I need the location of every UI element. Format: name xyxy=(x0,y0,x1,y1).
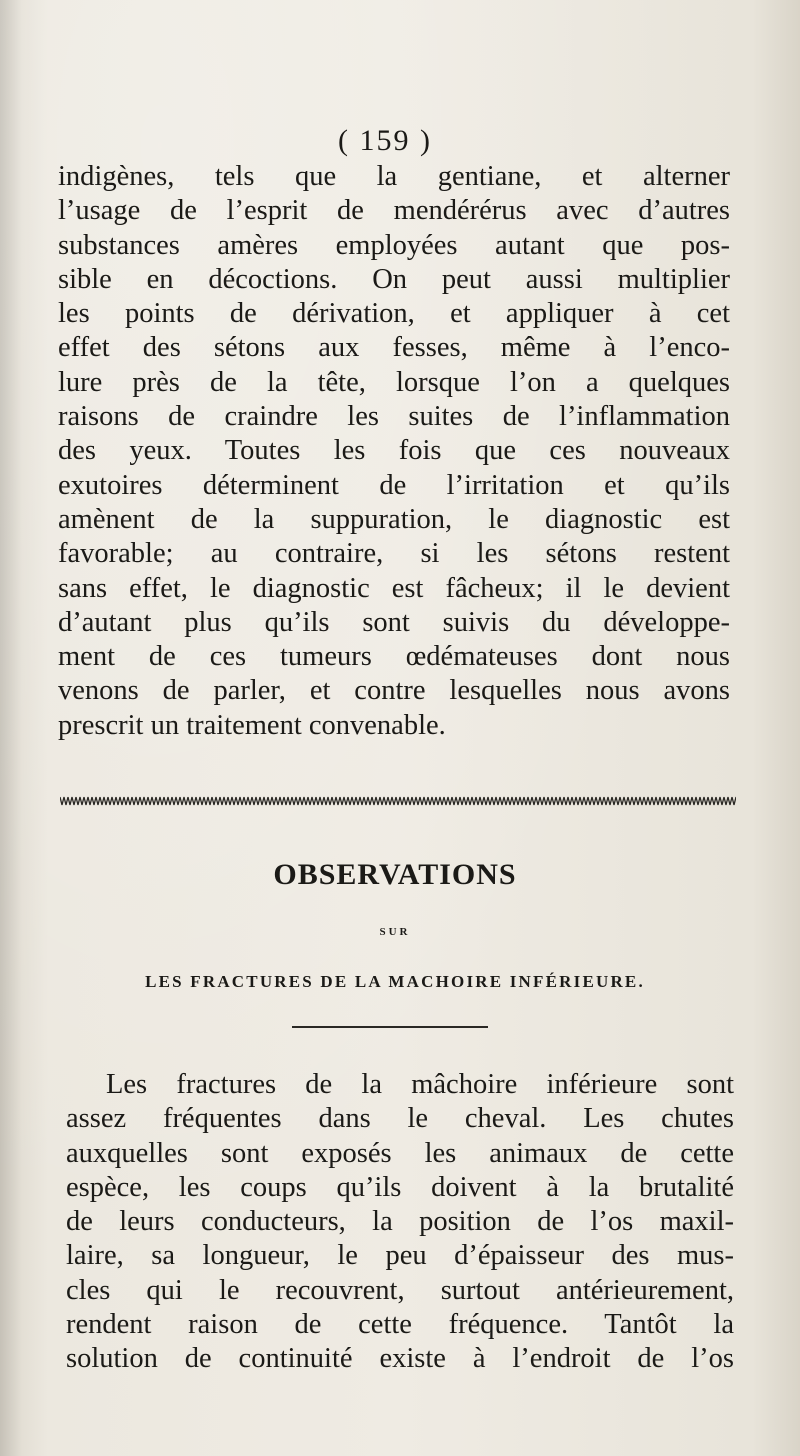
paragraph-line: effet des sétons aux fesses, même à l’enco- xyxy=(58,332,730,364)
gutter-shadow xyxy=(0,0,22,1456)
paragraph-line: d’autant plus qu’ils sont suivis du développe- xyxy=(58,606,730,638)
paragraph-line: cles qui le recouvrent, surtout antérieurement, xyxy=(66,1274,734,1306)
section-rule xyxy=(292,1026,488,1028)
paragraph-line: assez fréquentes dans le cheval. Les chutes xyxy=(66,1103,734,1135)
section-subtitle: LES FRACTURES DE LA MACHOIRE INFÉRIEURE. xyxy=(145,972,645,991)
paragraph-line: les points de dérivation, et appliquer à cet xyxy=(58,298,730,330)
paragraph-1 xyxy=(58,160,730,743)
paragraph-line: laire, sa longueur, le peu d’épaisseur des mus- xyxy=(66,1240,734,1272)
paragraph-line: venons de parler, et contre lesquelles nous avons xyxy=(58,675,730,707)
paragraph-line: espèce, les coups qu’ils doivent à la brutalité xyxy=(66,1171,734,1203)
paragraph-line: de leurs conducteurs, la position de l’os maxil- xyxy=(66,1206,734,1238)
paragraph-line: des yeux. Toutes les fois que ces nouveaux xyxy=(58,435,730,467)
paragraph-line: indigènes, tels que la gentiane, et alterner xyxy=(58,161,730,192)
paragraph-line: l’usage de l’esprit de mendérérus avec d’autres xyxy=(58,195,730,227)
paragraph-line: Les fractures de la mâchoire inférieure sont xyxy=(106,1069,734,1100)
paragraph-line: rendent raison de cette fréquence. Tantôt la xyxy=(66,1309,734,1341)
paragraph-line: amènent de la suppuration, le diagnostic est xyxy=(58,503,730,535)
paragraph-line: ment de ces tumeurs œdémateuses dont nous xyxy=(58,641,730,673)
page-number: ( 159 ) xyxy=(338,124,432,157)
paragraph-line: solution de continuité existe à l’endroit de l’os xyxy=(66,1343,734,1375)
paragraph-line: sible en décoctions. On peut aussi multiplier xyxy=(58,263,730,295)
paragraph-line: exutoires déterminent de l’irritation et qu’ils xyxy=(58,469,730,501)
paragraph-line: sans effet, le diagnostic est fâcheux; il le devient xyxy=(58,572,730,604)
paragraph-line: substances amères employées autant que pos- xyxy=(58,229,730,261)
paragraph-line: lure près de la tête, lorsque l’on a quelques xyxy=(58,366,730,398)
paragraph-2 xyxy=(66,1068,734,1377)
section-subheading: SUR xyxy=(379,926,411,938)
paragraph-line: auxquelles sont exposés les animaux de cette xyxy=(66,1137,734,1169)
paragraph-line: raisons de craindre les suites de l’inflammation xyxy=(58,401,730,433)
section-heading: OBSERVATIONS xyxy=(273,858,517,891)
paragraph-line: prescrit un traitement convenable. xyxy=(58,709,446,741)
paragraph-line: favorable; au contraire, si les sétons restent xyxy=(58,538,730,570)
ornamental-divider xyxy=(60,792,736,810)
